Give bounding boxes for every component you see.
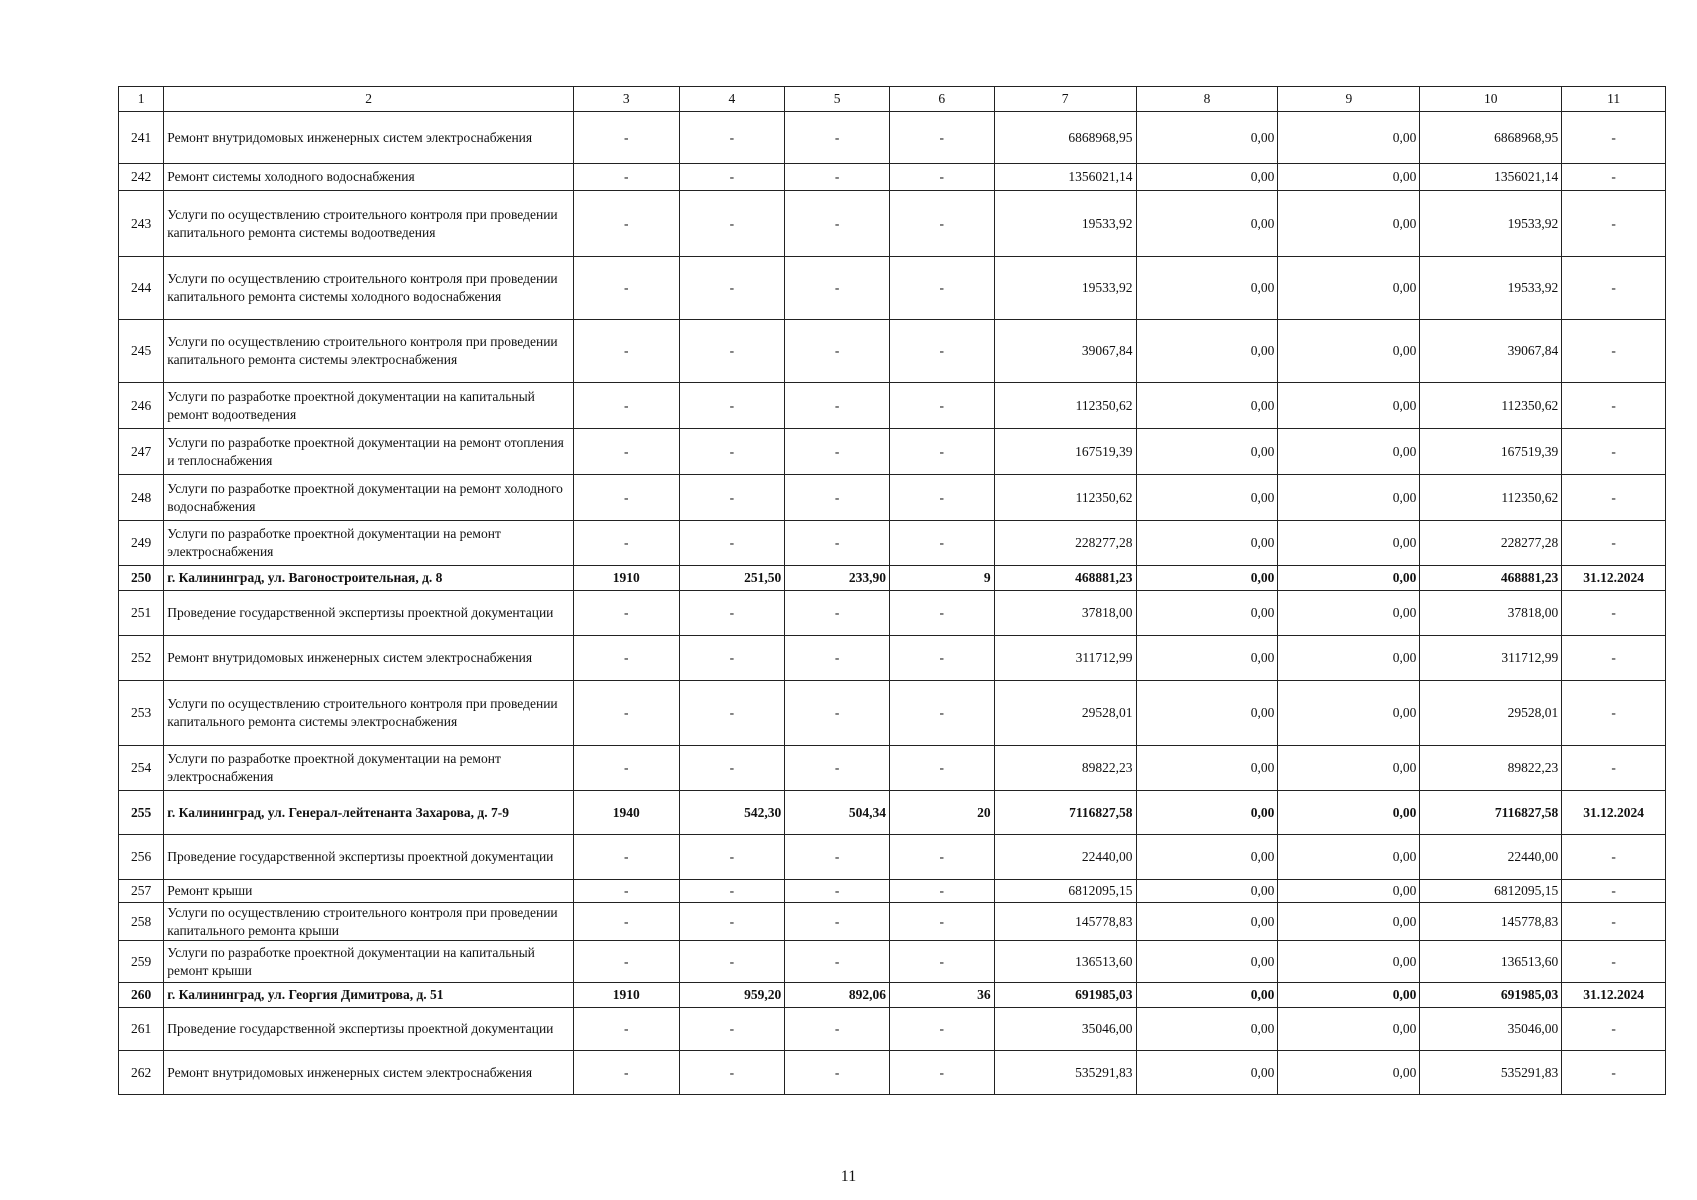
cell-c8: 0,00 — [1136, 1051, 1278, 1095]
table-row — [119, 636, 1666, 681]
cell-c8: 0,00 — [1136, 983, 1278, 1008]
cell-c5: - — [785, 191, 890, 257]
column-header: 2 — [164, 87, 574, 112]
table-row — [119, 1051, 1666, 1095]
cell-n: 252 — [119, 636, 164, 681]
cell-name: Услуги по осуществлению строительного контроля при проведении капитального ремонта системы водоотведения — [164, 191, 574, 257]
cell-c11: - — [1562, 383, 1666, 429]
cell-c9: 0,00 — [1278, 566, 1420, 591]
cell-c8: 0,00 — [1136, 746, 1278, 791]
cell-c10: 29528,01 — [1420, 681, 1562, 746]
cell-c5: - — [785, 257, 890, 320]
cell-c6: - — [889, 320, 994, 383]
table-row — [119, 383, 1666, 429]
cell-n: 248 — [119, 475, 164, 521]
cell-c7: 35046,00 — [994, 1008, 1136, 1051]
cell-c3: - — [573, 880, 679, 903]
cell-c7: 89822,23 — [994, 746, 1136, 791]
cell-c7: 37818,00 — [994, 591, 1136, 636]
table-row — [119, 521, 1666, 566]
cell-c8: 0,00 — [1136, 112, 1278, 164]
cell-c8: 0,00 — [1136, 164, 1278, 191]
cell-c9: 0,00 — [1278, 880, 1420, 903]
cell-name: Услуги по разработке проектной документации на капитальный ремонт крыши — [164, 941, 574, 983]
cell-c10: 89822,23 — [1420, 746, 1562, 791]
cell-c9: 0,00 — [1278, 475, 1420, 521]
cell-c10: 37818,00 — [1420, 591, 1562, 636]
cell-c5: - — [785, 521, 890, 566]
cell-n: 259 — [119, 941, 164, 983]
cell-name: Ремонт системы холодного водоснабжения — [164, 164, 574, 191]
cell-c3: - — [573, 903, 679, 941]
cell-c7: 6868968,95 — [994, 112, 1136, 164]
cell-c5: 892,06 — [785, 983, 890, 1008]
cell-n: 261 — [119, 1008, 164, 1051]
cell-name: Услуги по осуществлению строительного контроля при проведении капитального ремонта системы электроснабжения — [164, 681, 574, 746]
cell-c5: - — [785, 429, 890, 475]
cell-c5: - — [785, 164, 890, 191]
cell-name: Услуги по разработке проектной документации на ремонт холодного водоснабжения — [164, 475, 574, 521]
cell-c6: - — [889, 1051, 994, 1095]
table-row — [119, 112, 1666, 164]
cell-c10: 228277,28 — [1420, 521, 1562, 566]
cell-c10: 468881,23 — [1420, 566, 1562, 591]
cell-c10: 311712,99 — [1420, 636, 1562, 681]
cell-c5: - — [785, 903, 890, 941]
cell-c3: - — [573, 191, 679, 257]
table-row — [119, 257, 1666, 320]
cell-c6: - — [889, 429, 994, 475]
cell-c8: 0,00 — [1136, 681, 1278, 746]
cell-c8: 0,00 — [1136, 521, 1278, 566]
cell-c9: 0,00 — [1278, 383, 1420, 429]
cell-c6: - — [889, 191, 994, 257]
cell-c5: - — [785, 320, 890, 383]
column-header: 5 — [785, 87, 890, 112]
cell-c4: - — [679, 880, 785, 903]
cell-c5: 233,90 — [785, 566, 890, 591]
cell-c8: 0,00 — [1136, 1008, 1278, 1051]
cell-c4: - — [679, 746, 785, 791]
cell-c6: - — [889, 257, 994, 320]
cell-name: Проведение государственной экспертизы проектной документации — [164, 1008, 574, 1051]
cell-n: 243 — [119, 191, 164, 257]
column-header: 10 — [1420, 87, 1562, 112]
cell-c8: 0,00 — [1136, 880, 1278, 903]
cell-c4: - — [679, 475, 785, 521]
cell-c6: - — [889, 746, 994, 791]
cell-c4: - — [679, 591, 785, 636]
cell-c4: 959,20 — [679, 983, 785, 1008]
cell-c4: 542,30 — [679, 791, 785, 835]
cell-c5: - — [785, 746, 890, 791]
cell-c4: - — [679, 257, 785, 320]
cell-c11: - — [1562, 475, 1666, 521]
cell-c11: - — [1562, 591, 1666, 636]
cell-c8: 0,00 — [1136, 941, 1278, 983]
cell-c10: 136513,60 — [1420, 941, 1562, 983]
cell-c10: 22440,00 — [1420, 835, 1562, 880]
cell-c6: - — [889, 1008, 994, 1051]
cell-n: 257 — [119, 880, 164, 903]
column-header: 4 — [679, 87, 785, 112]
cell-c6: - — [889, 636, 994, 681]
cell-c4: 251,50 — [679, 566, 785, 591]
cell-c8: 0,00 — [1136, 566, 1278, 591]
cell-c4: - — [679, 112, 785, 164]
cell-c3: - — [573, 941, 679, 983]
column-header: 3 — [573, 87, 679, 112]
cell-c8: 0,00 — [1136, 191, 1278, 257]
cell-c9: 0,00 — [1278, 835, 1420, 880]
cell-c9: 0,00 — [1278, 983, 1420, 1008]
cell-c10: 535291,83 — [1420, 1051, 1562, 1095]
cell-c9: 0,00 — [1278, 429, 1420, 475]
cell-c11: - — [1562, 257, 1666, 320]
cell-c3: 1940 — [573, 791, 679, 835]
cell-c10: 6868968,95 — [1420, 112, 1562, 164]
cell-c5: - — [785, 880, 890, 903]
cell-c9: 0,00 — [1278, 112, 1420, 164]
cell-c6: - — [889, 591, 994, 636]
cell-c4: - — [679, 1051, 785, 1095]
cell-c5: - — [785, 636, 890, 681]
cell-c10: 39067,84 — [1420, 320, 1562, 383]
document-sheet — [118, 86, 1666, 1095]
cell-n: 247 — [119, 429, 164, 475]
cell-c9: 0,00 — [1278, 1051, 1420, 1095]
table-row — [119, 429, 1666, 475]
address-row — [119, 566, 1666, 591]
column-header: 8 — [1136, 87, 1278, 112]
cell-c6: - — [889, 681, 994, 746]
cell-c6: - — [889, 383, 994, 429]
cell-n: 251 — [119, 591, 164, 636]
cell-c11: - — [1562, 880, 1666, 903]
column-header: 7 — [994, 87, 1136, 112]
cell-c11: - — [1562, 941, 1666, 983]
cell-n: 246 — [119, 383, 164, 429]
cell-c7: 311712,99 — [994, 636, 1136, 681]
cell-c11: - — [1562, 636, 1666, 681]
cell-c3: - — [573, 681, 679, 746]
cell-n: 258 — [119, 903, 164, 941]
table-row — [119, 320, 1666, 383]
table-body — [119, 112, 1666, 1095]
cell-c7: 468881,23 — [994, 566, 1136, 591]
cell-c6: - — [889, 521, 994, 566]
cell-c6: - — [889, 164, 994, 191]
cell-c11: 31.12.2024 — [1562, 566, 1666, 591]
cell-c4: - — [679, 191, 785, 257]
cell-c8: 0,00 — [1136, 257, 1278, 320]
cell-n: 245 — [119, 320, 164, 383]
cell-c3: 1910 — [573, 566, 679, 591]
cell-n: 242 — [119, 164, 164, 191]
cell-c3: - — [573, 746, 679, 791]
cell-c8: 0,00 — [1136, 475, 1278, 521]
cell-c7: 136513,60 — [994, 941, 1136, 983]
cell-c11: - — [1562, 1008, 1666, 1051]
cell-c7: 1356021,14 — [994, 164, 1136, 191]
cell-c9: 0,00 — [1278, 521, 1420, 566]
cell-c6: - — [889, 880, 994, 903]
cell-name: Услуги по разработке проектной документации на капитальный ремонт водоотведения — [164, 383, 574, 429]
cell-c11: - — [1562, 521, 1666, 566]
cell-c3: - — [573, 1008, 679, 1051]
cell-c8: 0,00 — [1136, 429, 1278, 475]
cell-c6: - — [889, 941, 994, 983]
cell-name: Ремонт внутридомовых инженерных систем электроснабжения — [164, 1051, 574, 1095]
cell-c6: - — [889, 112, 994, 164]
table-row — [119, 475, 1666, 521]
cell-c6: 20 — [889, 791, 994, 835]
cell-c9: 0,00 — [1278, 903, 1420, 941]
cell-n: 249 — [119, 521, 164, 566]
cell-c9: 0,00 — [1278, 636, 1420, 681]
capital-repair-table — [118, 86, 1666, 1095]
table-row — [119, 903, 1666, 941]
table-row — [119, 164, 1666, 191]
cell-c7: 112350,62 — [994, 383, 1136, 429]
cell-name: Ремонт крыши — [164, 880, 574, 903]
cell-c11: - — [1562, 112, 1666, 164]
cell-c11: 31.12.2024 — [1562, 983, 1666, 1008]
cell-name: Услуги по разработке проектной документации на ремонт отопления и теплоснабжения — [164, 429, 574, 475]
cell-c10: 19533,92 — [1420, 191, 1562, 257]
cell-c8: 0,00 — [1136, 791, 1278, 835]
cell-c10: 145778,83 — [1420, 903, 1562, 941]
cell-c5: - — [785, 1051, 890, 1095]
cell-c10: 6812095,15 — [1420, 880, 1562, 903]
cell-c4: - — [679, 835, 785, 880]
cell-c7: 691985,03 — [994, 983, 1136, 1008]
cell-name: Услуги по осуществлению строительного контроля при проведении капитального ремонта системы электроснабжения — [164, 320, 574, 383]
cell-c3: - — [573, 320, 679, 383]
cell-n: 253 — [119, 681, 164, 746]
cell-c3: - — [573, 636, 679, 681]
cell-c10: 7116827,58 — [1420, 791, 1562, 835]
cell-c10: 691985,03 — [1420, 983, 1562, 1008]
cell-c7: 535291,83 — [994, 1051, 1136, 1095]
cell-c9: 0,00 — [1278, 941, 1420, 983]
cell-c10: 112350,62 — [1420, 383, 1562, 429]
cell-c4: - — [679, 681, 785, 746]
cell-c3: - — [573, 591, 679, 636]
cell-n: 250 — [119, 566, 164, 591]
cell-c4: - — [679, 636, 785, 681]
cell-n: 255 — [119, 791, 164, 835]
cell-c7: 145778,83 — [994, 903, 1136, 941]
table-row — [119, 591, 1666, 636]
table-row — [119, 880, 1666, 903]
cell-c8: 0,00 — [1136, 835, 1278, 880]
cell-c9: 0,00 — [1278, 591, 1420, 636]
cell-c3: - — [573, 164, 679, 191]
cell-c3: 1910 — [573, 983, 679, 1008]
cell-name: г. Калининград, ул. Генерал-лейтенанта Захарова, д. 7-9 — [164, 791, 574, 835]
cell-c11: - — [1562, 191, 1666, 257]
cell-n: 256 — [119, 835, 164, 880]
cell-c3: - — [573, 112, 679, 164]
cell-n: 241 — [119, 112, 164, 164]
cell-c9: 0,00 — [1278, 257, 1420, 320]
cell-n: 260 — [119, 983, 164, 1008]
cell-c5: - — [785, 835, 890, 880]
table-row — [119, 1008, 1666, 1051]
cell-name: Услуги по осуществлению строительного контроля при проведении капитального ремонта крыши — [164, 903, 574, 941]
cell-c9: 0,00 — [1278, 1008, 1420, 1051]
cell-c11: - — [1562, 681, 1666, 746]
cell-c8: 0,00 — [1136, 383, 1278, 429]
cell-c6: - — [889, 903, 994, 941]
cell-c6: 36 — [889, 983, 994, 1008]
cell-n: 254 — [119, 746, 164, 791]
cell-c11: - — [1562, 320, 1666, 383]
cell-c10: 19533,92 — [1420, 257, 1562, 320]
cell-c11: - — [1562, 903, 1666, 941]
cell-c5: - — [785, 941, 890, 983]
cell-c9: 0,00 — [1278, 791, 1420, 835]
cell-c3: - — [573, 383, 679, 429]
cell-c5: 504,34 — [785, 791, 890, 835]
cell-c6: 9 — [889, 566, 994, 591]
table-row — [119, 191, 1666, 257]
cell-c3: - — [573, 521, 679, 566]
cell-c9: 0,00 — [1278, 681, 1420, 746]
cell-c4: - — [679, 941, 785, 983]
cell-c5: - — [785, 112, 890, 164]
cell-c9: 0,00 — [1278, 320, 1420, 383]
cell-c8: 0,00 — [1136, 320, 1278, 383]
cell-name: Услуги по разработке проектной документации на ремонт электроснабжения — [164, 521, 574, 566]
cell-c3: - — [573, 1051, 679, 1095]
cell-c4: - — [679, 429, 785, 475]
cell-c5: - — [785, 383, 890, 429]
cell-c9: 0,00 — [1278, 746, 1420, 791]
cell-c7: 29528,01 — [994, 681, 1136, 746]
cell-n: 244 — [119, 257, 164, 320]
table-header-row — [119, 87, 1666, 112]
cell-c9: 0,00 — [1278, 191, 1420, 257]
cell-c5: - — [785, 681, 890, 746]
cell-c6: - — [889, 475, 994, 521]
column-header: 6 — [889, 87, 994, 112]
page-number: 11 — [840, 1168, 857, 1185]
cell-c7: 19533,92 — [994, 257, 1136, 320]
cell-c10: 112350,62 — [1420, 475, 1562, 521]
cell-c7: 19533,92 — [994, 191, 1136, 257]
cell-name: Проведение государственной экспертизы проектной документации — [164, 591, 574, 636]
column-header: 1 — [119, 87, 164, 112]
cell-c3: - — [573, 257, 679, 320]
cell-c5: - — [785, 1008, 890, 1051]
cell-name: Проведение государственной экспертизы проектной документации — [164, 835, 574, 880]
cell-c8: 0,00 — [1136, 903, 1278, 941]
cell-c4: - — [679, 320, 785, 383]
cell-c4: - — [679, 521, 785, 566]
cell-n: 262 — [119, 1051, 164, 1095]
cell-c10: 35046,00 — [1420, 1008, 1562, 1051]
cell-c4: - — [679, 1008, 785, 1051]
cell-c5: - — [785, 475, 890, 521]
cell-c7: 39067,84 — [994, 320, 1136, 383]
cell-name: г. Калининград, ул. Вагоностроительная, д. 8 — [164, 566, 574, 591]
cell-c3: - — [573, 429, 679, 475]
cell-c7: 7116827,58 — [994, 791, 1136, 835]
address-row — [119, 983, 1666, 1008]
cell-c10: 1356021,14 — [1420, 164, 1562, 191]
table-row — [119, 746, 1666, 791]
cell-c8: 0,00 — [1136, 636, 1278, 681]
cell-c5: - — [785, 591, 890, 636]
cell-c8: 0,00 — [1136, 591, 1278, 636]
cell-c11: - — [1562, 429, 1666, 475]
column-header: 9 — [1278, 87, 1420, 112]
cell-name: Ремонт внутридомовых инженерных систем электроснабжения — [164, 112, 574, 164]
cell-c7: 167519,39 — [994, 429, 1136, 475]
cell-c11: - — [1562, 746, 1666, 791]
cell-c4: - — [679, 164, 785, 191]
table-row — [119, 681, 1666, 746]
cell-c7: 6812095,15 — [994, 880, 1136, 903]
cell-name: г. Калининград, ул. Георгия Димитрова, д. 51 — [164, 983, 574, 1008]
cell-c4: - — [679, 903, 785, 941]
cell-c11: 31.12.2024 — [1562, 791, 1666, 835]
cell-c3: - — [573, 475, 679, 521]
table-row — [119, 941, 1666, 983]
cell-c7: 112350,62 — [994, 475, 1136, 521]
cell-c7: 228277,28 — [994, 521, 1136, 566]
cell-c4: - — [679, 383, 785, 429]
cell-name: Услуги по осуществлению строительного контроля при проведении капитального ремонта системы холодного водоснабжения — [164, 257, 574, 320]
cell-name: Ремонт внутридомовых инженерных систем электроснабжения — [164, 636, 574, 681]
address-row — [119, 791, 1666, 835]
column-header: 11 — [1562, 87, 1666, 112]
cell-c3: - — [573, 835, 679, 880]
cell-c11: - — [1562, 835, 1666, 880]
cell-c9: 0,00 — [1278, 164, 1420, 191]
cell-c7: 22440,00 — [994, 835, 1136, 880]
cell-c11: - — [1562, 164, 1666, 191]
table-row — [119, 835, 1666, 880]
cell-c10: 167519,39 — [1420, 429, 1562, 475]
cell-name: Услуги по разработке проектной документации на ремонт электроснабжения — [164, 746, 574, 791]
cell-c6: - — [889, 835, 994, 880]
cell-c11: - — [1562, 1051, 1666, 1095]
